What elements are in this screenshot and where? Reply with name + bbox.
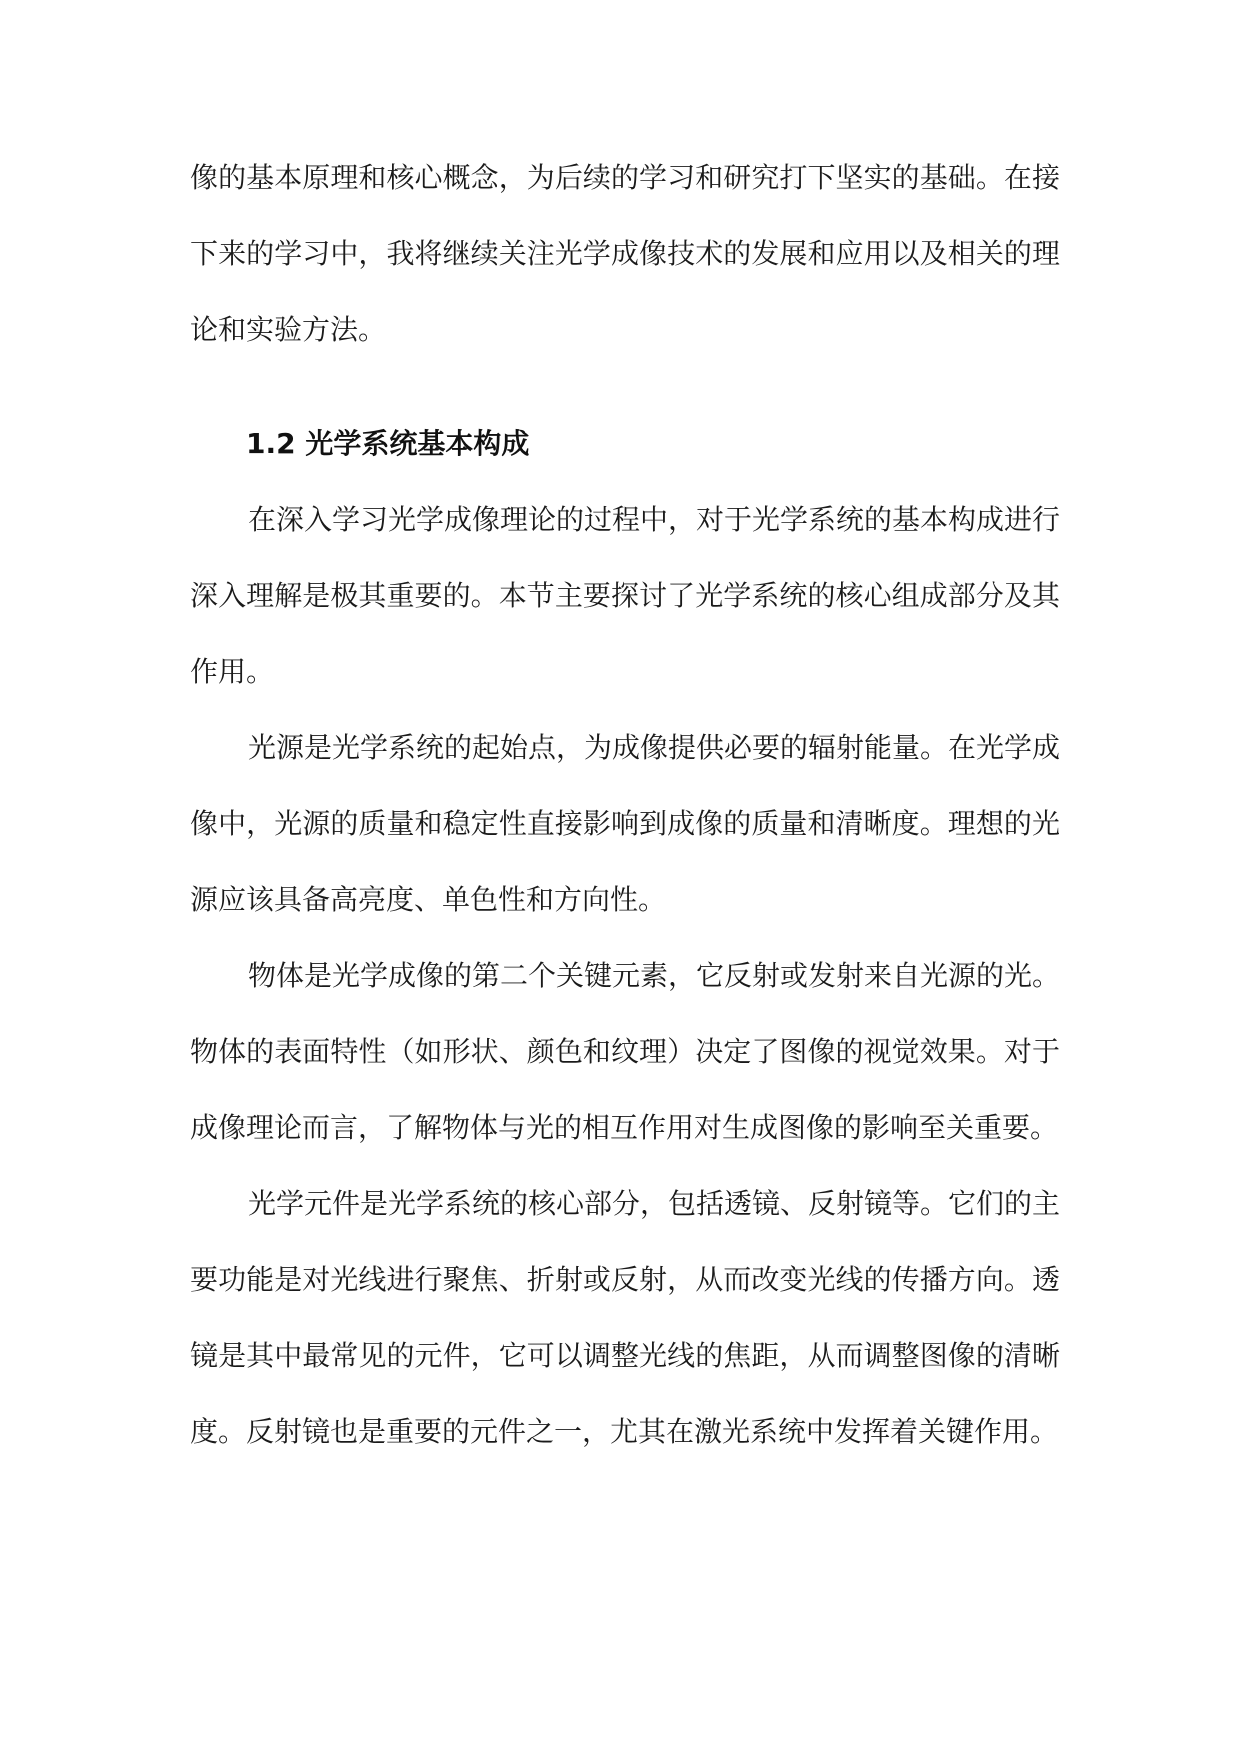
section-title: 光学系统基本构成 bbox=[305, 427, 530, 460]
paragraph-overview: 在深入学习光学成像理论的过程中，对于光学系统的基本构成进行深入理解是极其重要的。本节主要探讨了光学系统的核心组成部分及其作用。 bbox=[190, 503, 1061, 688]
paragraph-light-source: 光源是光学系统的起始点，为成像提供必要的辐射能量。在光学成像中，光源的质量和稳定性直接影响到成像的质量和清晰度。理想的光源应该具备高亮度、单色性和方向性。 bbox=[190, 731, 1061, 916]
paragraph-optical-elements: 光学元件是光学系统的核心部分，包括透镜、反射镜等。它们的主要功能是对光线进行聚焦、折射或反射，从而改变光线的传播方向。透镜是其中最常见的元件，它可以调整光线的焦距，从而调整图像的清晰度。反射镜也是重要的元件之一，尤其在激光系统中发挥着关键作用。 bbox=[190, 1187, 1061, 1448]
section-number: 1.2 bbox=[246, 427, 296, 460]
section-heading bbox=[190, 406, 1060, 482]
intro-paragraph: 像的基本原理和核心概念，为后续的学习和研究打下坚实的基础。在接下来的学习中，我将继续关注光学成像技术的发展和应用以及相关的理论和实验方法。 bbox=[190, 161, 1060, 346]
paragraph-object: 物体是光学成像的第二个关键元素，它反射或发射来自光源的光。物体的表面特性（如形状、颜色和纹理）决定了图像的视觉效果。对于成像理论而言，了解物体与光的相互作用对生成图像的影响至关重要。 bbox=[190, 959, 1061, 1144]
document-body bbox=[190, 140, 1060, 1470]
